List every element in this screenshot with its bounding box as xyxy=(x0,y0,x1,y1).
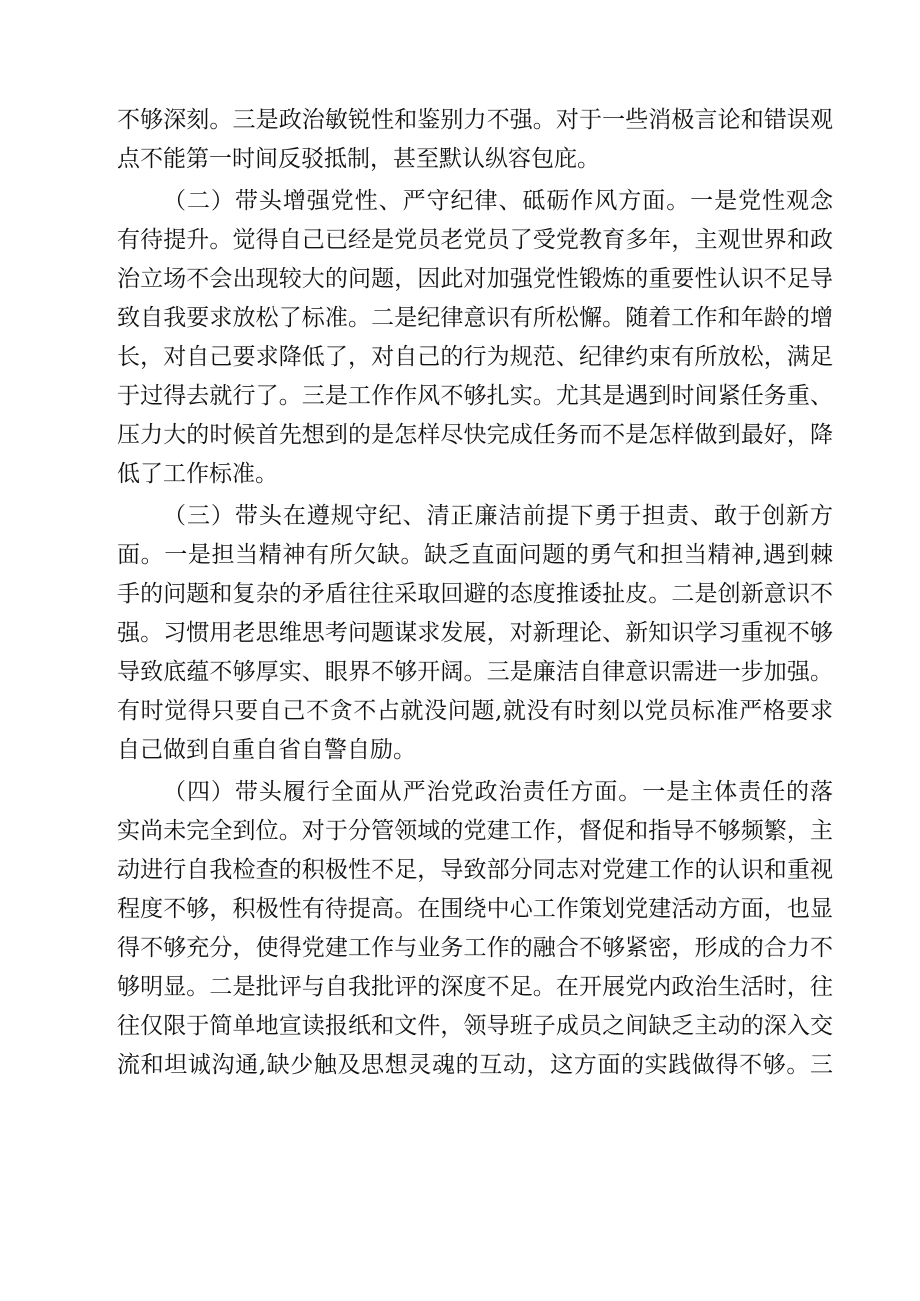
paragraph-1 xyxy=(117,101,833,179)
text-line: 导致底蕴不够厚实、眼界不够开阔。三是廉洁自律意识需进一步加强。 xyxy=(117,659,833,685)
paragraph-2 xyxy=(117,182,833,494)
text-line: 程度不够，积极性有待提高。在围绕中心工作策划党建活动方面，也显 xyxy=(117,896,833,922)
text-line: 压力大的时候首先想到的是怎样尽快完成任务而不是怎样做到最好，降 xyxy=(117,422,833,448)
text-line: 强。习惯用老思维思考问题谋求发展，对新理论、新知识学习重视不够 xyxy=(117,620,833,646)
text-line: 实尚未完全到位。对于分管领域的党建工作，督促和指导不够频繁，主 xyxy=(117,818,833,844)
text-line: （二）带头增强党性、严守纪律、砥砺作风方面。一是党性观念 xyxy=(163,188,833,214)
text-line: （四）带头履行全面从严治党政治责任方面。一是主体责任的落 xyxy=(163,779,833,805)
text-line: 治立场不会出现较大的问题，因此对加强党性锻炼的重要性认识不足导 xyxy=(117,266,833,292)
text-line: 致自我要求放松了标准。二是纪律意识有所松懈。随着工作和年龄的增 xyxy=(117,305,833,331)
text-line: 自己做到自重自省自警自励。 xyxy=(117,737,416,763)
text-line: 往仅限于简单地宣读报纸和文件，领导班子成员之间缺乏主动的深入交 xyxy=(117,1013,833,1039)
text-line: 低了工作标准。 xyxy=(117,461,278,487)
paragraph-3 xyxy=(117,497,833,770)
text-line: 点不能第一时间反驳抵制，甚至默认纵容包庇。 xyxy=(117,146,600,172)
text-line: （三）带头在遵规守纪、清正廉洁前提下勇于担责、敢于创新方 xyxy=(163,503,833,529)
paragraph-4 xyxy=(117,773,833,1085)
text-line: 流和坦诚沟通,缺少触及思想灵魂的互动，这方面的实践做得不够。三 xyxy=(117,1052,833,1078)
text-line: 有待提升。觉得自己已经是党员老党员了受党教育多年，主观世界和政 xyxy=(117,227,833,253)
text-line: 不够深刻。三是政治敏锐性和鉴别力不强。对于一些消极言论和错误观 xyxy=(117,107,833,133)
document-body xyxy=(117,101,833,1085)
text-line: 得不够充分，使得党建工作与业务工作的融合不够紧密，形成的合力不 xyxy=(117,935,833,961)
text-line: 手的问题和复杂的矛盾往往采取回避的态度推诿扯皮。二是创新意识不 xyxy=(117,581,833,607)
text-line: 动进行自我检查的积极性不足，导致部分同志对党建工作的认识和重视 xyxy=(117,857,833,883)
text-line: 于过得去就行了。三是工作作风不够扎实。尤其是遇到时间紧任务重、 xyxy=(117,383,833,409)
text-line: 有时觉得只要自己不贪不占就没问题,就没有时刻以党员标准严格要求 xyxy=(117,698,833,724)
text-line: 面。一是担当精神有所欠缺。缺乏直面问题的勇气和担当精神,遇到棘 xyxy=(117,542,833,568)
text-line: 够明显。二是批评与自我批评的深度不足。在开展党内政治生活时，往 xyxy=(117,974,833,1000)
text-line: 长，对自己要求降低了，对自己的行为规范、纪律约束有所放松，满足 xyxy=(117,344,833,370)
